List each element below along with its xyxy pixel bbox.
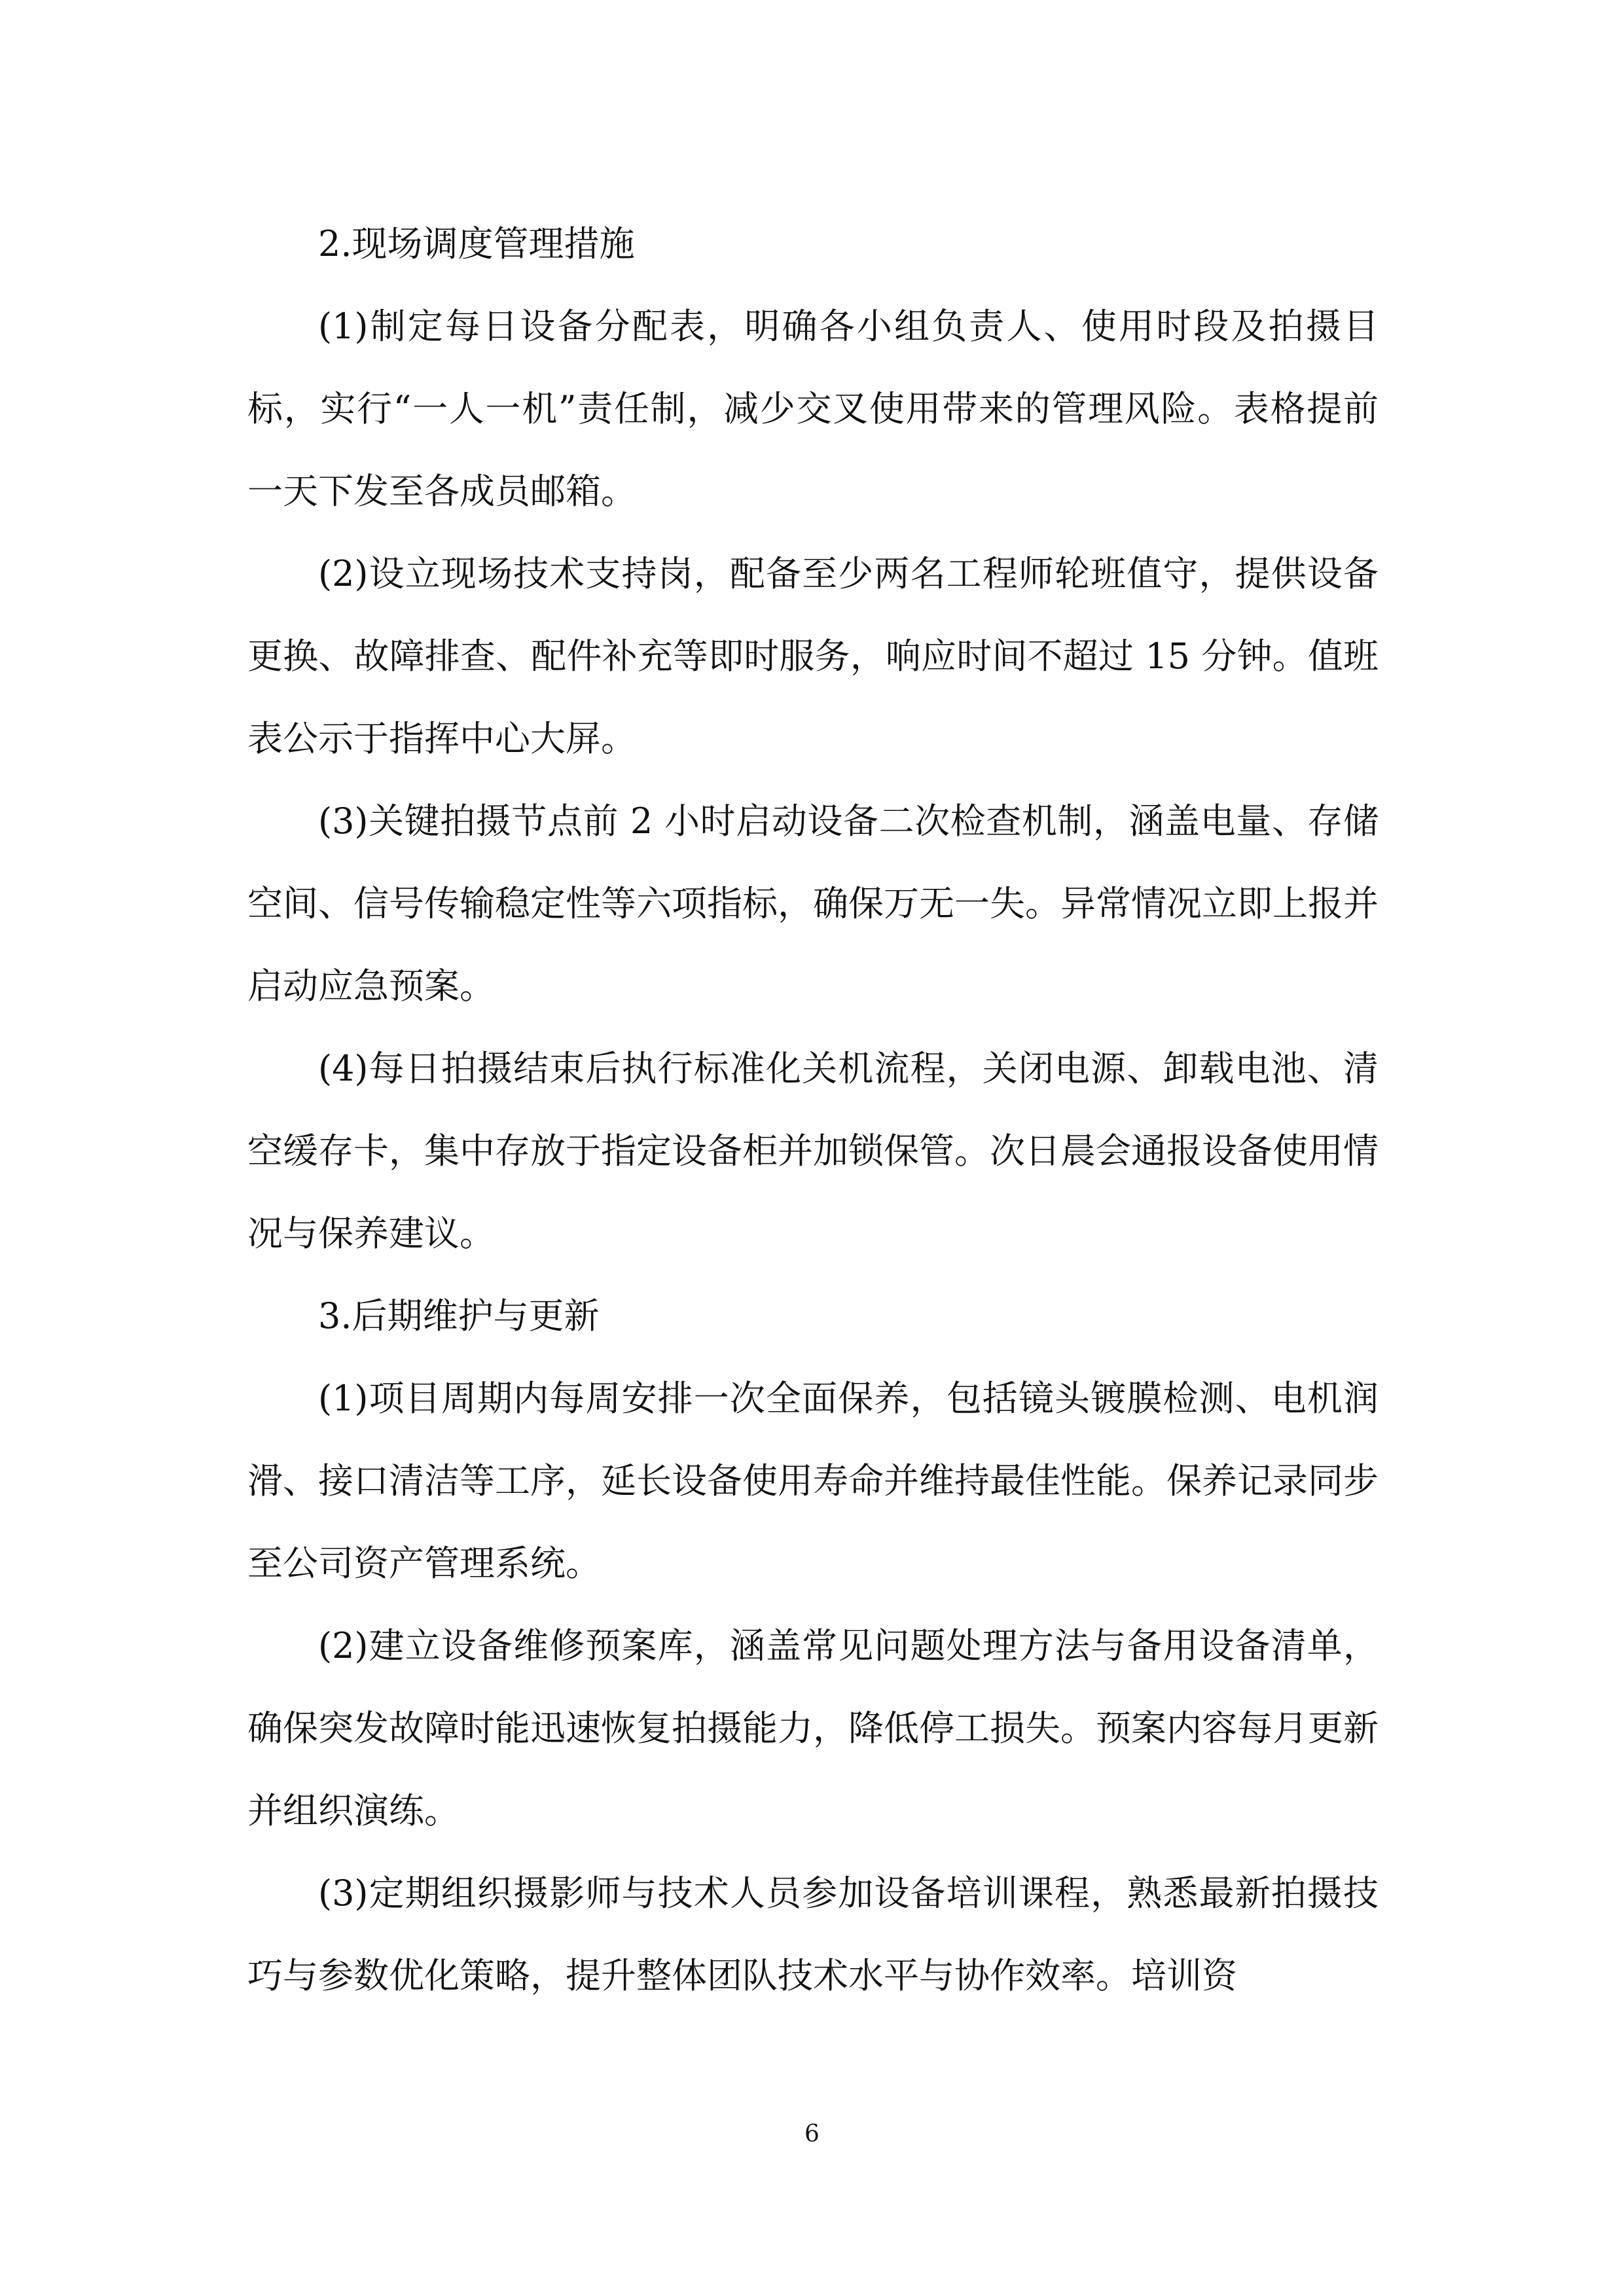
paragraph-dispatch-3: (3)关键拍摄节点前 2 小时启动设备二次检查机制，涵盖电量、存储空间、信号传输稳定性等六项指标，确保万无一失。异常情况立即上报并启动应急预案。	[247, 800, 1379, 1007]
paragraph-dispatch-4: (4)每日拍摄结束后执行标准化关机流程，关闭电源、卸载电池、清空缓存卡，集中存放于指定设备柜并加锁保管。次日晨会通报设备使用情况与保养建议。	[247, 1048, 1379, 1254]
paragraph-maintenance-1: (1)项目周期内每周安排一次全面保养，包括镜头镀膜检测、电机润滑、接口清洁等工序，延长设备使用寿命并维持最佳性能。保养记录同步至公司资产管理系统。	[247, 1378, 1379, 1584]
paragraph-maintenance-2: (2)建立设备维修预案库，涵盖常见问题处理方法与备用设备清单，确保突发故障时能迅速恢复拍摄能力，降低停工损失。预案内容每月更新并组织演练。	[247, 1625, 1379, 1831]
page-number: 6	[804, 2121, 820, 2147]
section-heading-dispatch: 2.现场调度管理措施	[318, 223, 635, 264]
paragraph-maintenance-3: (3)定期组织摄影师与技术人员参加设备培训课程，熟悉最新拍摄技巧与参数优化策略，提升整体团队技术水平与协作效率。培训资	[247, 1873, 1379, 1996]
paragraph-dispatch-1: (1)制定每日设备分配表，明确各小组负责人、使用时段及拍摄目标，实行“一人一机”责任制，减少交叉使用带来的管理风险。表格提前一天下发至各成员邮箱。	[247, 306, 1379, 512]
paragraph-dispatch-2: (2)设立现场技术支持岗，配备至少两名工程师轮班值守，提供设备更换、故障排查、配件补充等即时服务，响应时间不超过 15 分钟。值班表公示于指挥中心大屏。	[247, 553, 1379, 759]
section-heading-maintenance: 3.后期维护与更新	[318, 1295, 600, 1336]
page-body	[247, 203, 1379, 2017]
